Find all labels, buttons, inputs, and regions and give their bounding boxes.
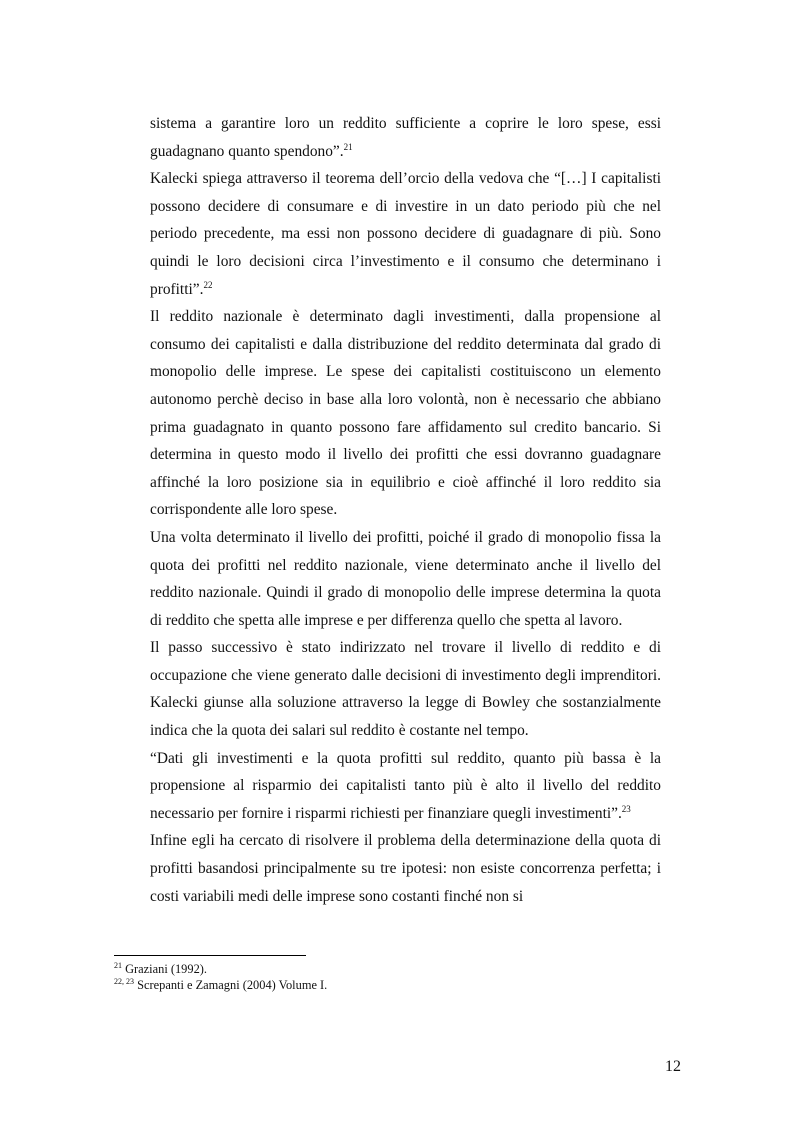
footnote-ref[interactable]: 22 (203, 279, 213, 290)
paragraph: “Dati gli investimenti e la quota profitti sul reddito, quanto più bassa è la propensione al risparmio dei capitalisti tanto più è alto il livello del reddito necessario per fornire i risparmi richiesti per finanziare quegli investimenti”.$^{23}$ (150, 749, 661, 822)
footnote-marker: 22, 23 (114, 976, 134, 986)
footnote-ref[interactable]: 23 (621, 803, 631, 814)
paragraph: Infine egli ha cercato di risolvere il problema della determinazione della quota di profitti basandosi principalmente su tre ipotesi: non esiste concorrenza perfetta; i costi variabili medi delle imprese sono costanti finché non si (150, 832, 661, 905)
footnote (114, 962, 674, 978)
paragraph: Il passo successivo è stato indirizzato nel trovare il livello di reddito e di occupazione che viene generato dalle decisioni di investimento degli imprenditori. Kalecki giunse alla soluzione attraverso la legge di Bowley che sostanzialmente indica che la quota dei salari sul reddito è costante nel tempo. (150, 639, 661, 740)
footnote-separator (114, 955, 306, 956)
footnote-text: Graziani (1992). (125, 962, 207, 976)
paragraph: sistema a garantire loro un reddito sufficiente a coprire le loro spese, essi guadagnano quanto spendono”.$^{21}$ (150, 115, 661, 160)
page-number: 12 (665, 1058, 681, 1075)
footnote-marker: 21 (114, 961, 122, 970)
paragraph: Kalecki spiega attraverso il teorema dell’orcio della vedova che “[…] I capitalisti possono decidere di consumare e di investire in un dato periodo più che nel periodo precedente, ma essi non possono decidere di guadagnare di più. Sono quindi le loro decisioni circa l’investimento e il consumo che determinano i profitti”.$^{22}$ (150, 170, 661, 298)
footnote (114, 978, 674, 994)
body-text (150, 110, 661, 910)
footnote-ref[interactable]: 21 (343, 141, 353, 152)
paragraph: Il reddito nazionale è determinato dagli investimenti, dalla propensione al consumo dei capitalisti e dalla distribuzione del reddito determinata dal grado di monopolio delle imprese. Le spese dei capitalisti costituiscono un elemento autonomo perchè deciso in base alla loro volontà, non è necessario che abbiano prima guadagnato in quanto possono fare affidamento sul credito bancario. Si determina in questo modo il livello dei profitti che essi dovranno guadagnare affinché la loro posizione sia in equilibrio e cioè affinché il loro reddito sia corrispondente alle loro spese. (150, 308, 661, 519)
footnote-text: Screpanti e Zamagni (2004) Volume I. (137, 977, 328, 992)
paragraph: Una volta determinato il livello dei profitti, poiché il grado di monopolio fissa la quota dei profitti nel reddito nazionale, viene determinato anche il livello del reddito nazionale. Quindi il grado di monopolio delle imprese determina la quota di reddito che spetta alle imprese e per differenza quello che spetta al lavoro. (150, 528, 661, 629)
footnotes (114, 962, 674, 993)
